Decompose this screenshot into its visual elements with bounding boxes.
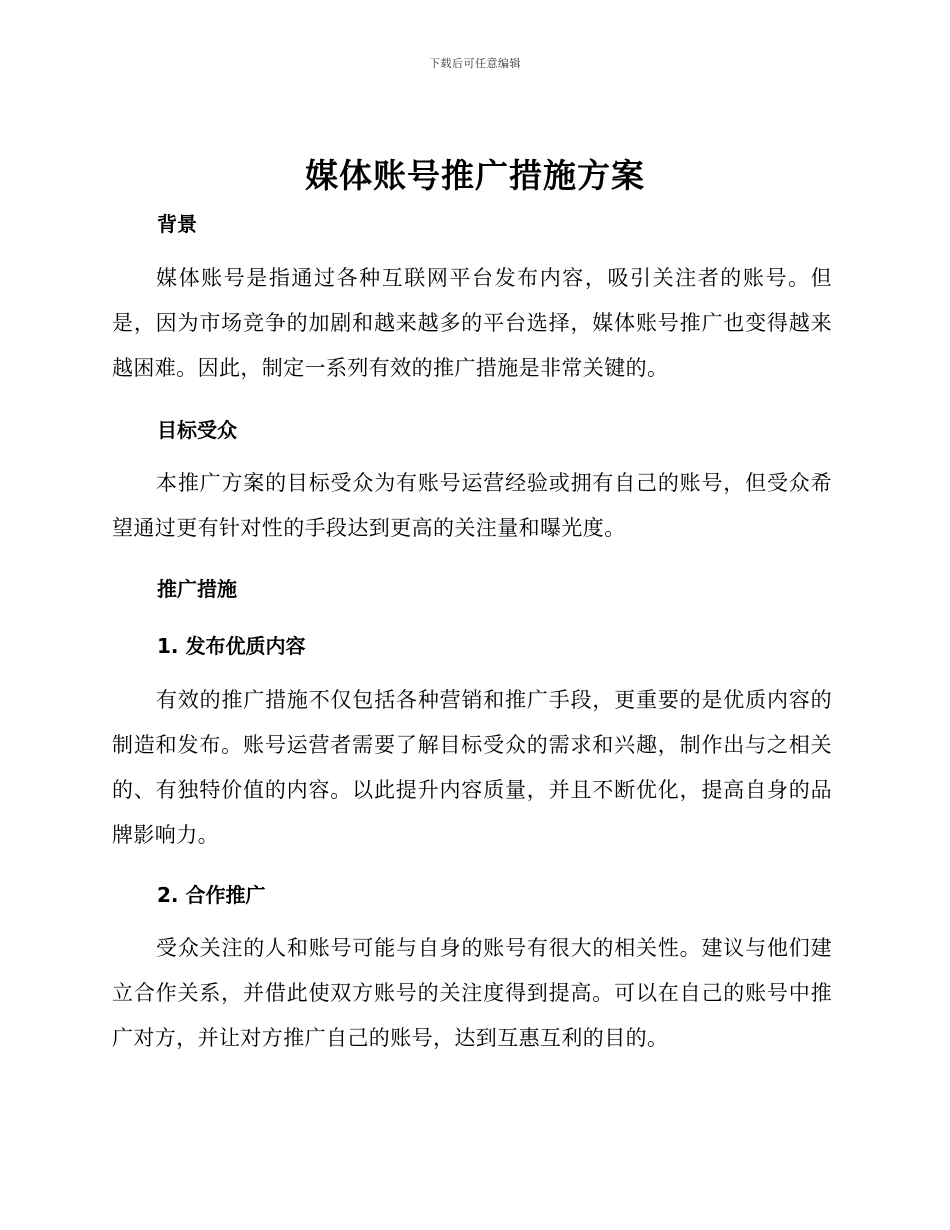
heading-promotion-measures: 推广措施 [157,577,237,601]
header-note: 下载后可任意编辑 [429,57,521,70]
document-title: 媒体账号推广措施方案 [305,156,645,195]
heading-background: 背景 [157,212,197,236]
paragraph-measure-2: 受众关注的人和账号可能与自身的账号有很大的相关性。建议与他们建立合作关系，并借此使双方账号的关注度得到提高。可以在自己的账号中推广对方，并让对方推广自己的账号，达到互惠互利的目的。 [112,936,832,1050]
heading-target-audience: 目标受众 [157,418,237,442]
paragraph-measure-1: 有效的推广措施不仅包括各种营销和推广手段，更重要的是优质内容的制造和发布。账号运营者需要了解目标受众的需求和兴趣，制作出与之相关的、有独特价值的内容。以此提升内容质量，并且不断优化，提高自身的品牌影响力。 [112,688,832,847]
heading-measure-2: 2. 合作推广 [157,883,266,907]
paragraph-background: 媒体账号是指通过各种互联网平台发布内容，吸引关注者的账号。但是，因为市场竞争的加剧和越来越多的平台选择，媒体账号推广也变得越来越困难。因此，制定一系列有效的推广措施是非常关键的。 [112,266,832,380]
heading-measure-1: 1. 发布优质内容 [157,634,306,658]
paragraph-target-audience: 本推广方案的目标受众为有账号运营经验或拥有自己的账号，但受众希望通过更有针对性的手段达到更高的关注量和曝光度。 [112,471,832,540]
